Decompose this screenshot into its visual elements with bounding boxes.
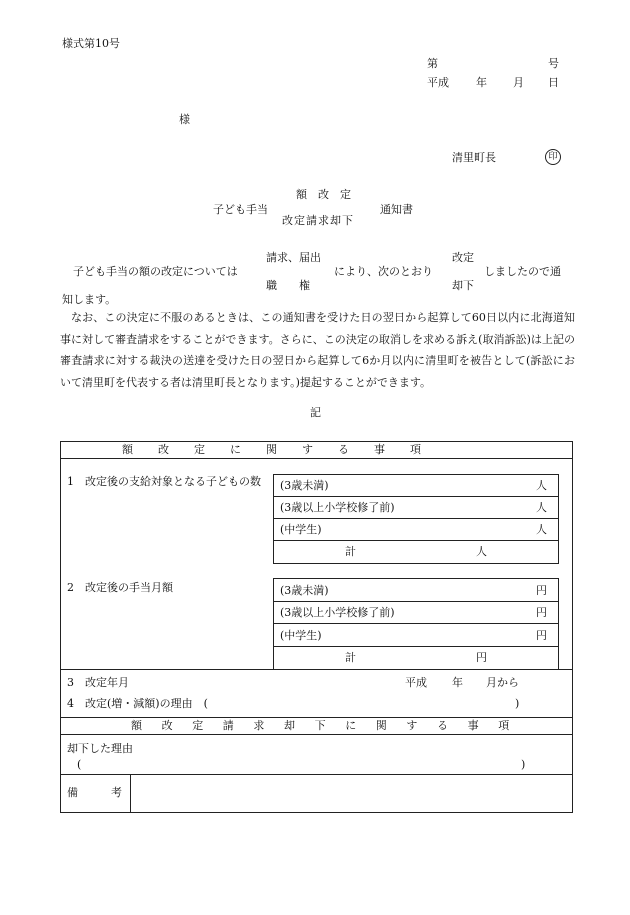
title-option-2: 改定請求却下: [282, 214, 354, 227]
title-prefix: 子ども手当: [213, 203, 268, 216]
remarks-label: 備 考: [67, 786, 122, 799]
section-header-rejection: 額 改 定 請 求 却 下 に 関 す る 事 項: [131, 719, 514, 732]
item2-row-unit: 円: [536, 629, 547, 642]
item1-label: 1 改定後の支給対象となる子どもの数: [67, 475, 261, 488]
intro-choice-a-bottom: 職 権: [266, 279, 310, 292]
intro-choice-b-top: 改定: [452, 251, 474, 264]
item3-month: 月から: [486, 676, 519, 689]
reject-open-paren: (: [77, 758, 82, 771]
doc-number-prefix: 第: [427, 57, 438, 70]
item4-close-paren: ): [515, 697, 520, 710]
intro-part2: により、次のとおり: [334, 265, 433, 278]
item1-row-label: (3歳以上小学校修了前): [280, 501, 395, 514]
intro-part3: しましたので通: [484, 265, 561, 278]
issuer-name: 清里町長: [452, 151, 496, 164]
intro-part4: 知します。: [62, 293, 117, 306]
item2-total-label: 計: [345, 651, 356, 664]
item1-row-label: (中学生): [280, 523, 322, 536]
seal-mark: 印: [545, 149, 561, 165]
item2-row-unit: 円: [536, 584, 547, 597]
item2-row-unit: 円: [536, 606, 547, 619]
item3-era: 平成: [405, 676, 427, 689]
intro-part1: 子ども手当の額の改定については: [73, 265, 238, 278]
ki-heading: 記: [310, 406, 321, 419]
form-number: 様式第10号: [62, 37, 120, 50]
intro-choice-b-bottom: 却下: [452, 279, 474, 292]
date-era: 平成: [427, 76, 449, 89]
intro-choice-a-top: 請求、届出: [266, 251, 321, 264]
reject-reason-label: 却下した理由: [67, 742, 133, 755]
item4-label: 4 改定(増・減額)の理由 (: [67, 697, 208, 710]
item2-total-unit: 円: [476, 651, 487, 664]
item1-total-unit: 人: [476, 545, 487, 558]
item1-row-unit: 人: [536, 523, 547, 536]
item3-year: 年: [452, 676, 463, 689]
date-day: 日: [548, 76, 559, 89]
appeal-notice: なお、この決定に不服のあるときは、この通知書を受けた日の翌日から起算して60日以内に北海道知事に対して審査請求をすることができます。さらに、この決定の取消しを求める訴え(取消訴訟)は上記の審査請求に対する裁決の送達を受けた日の翌日から起算して6か月以内に清里町を被告として(訴訟において清里町を代表する者は清里町長となります。)提起することができます。: [60, 311, 575, 389]
item2-row-label: (中学生): [280, 629, 322, 642]
doc-number-suffix: 号: [548, 57, 559, 70]
title-option-1: 額 改 定: [296, 188, 351, 201]
date-month: 月: [513, 76, 524, 89]
title-suffix: 通知書: [380, 203, 413, 216]
item2-row-label: (3歳以上小学校修了前): [280, 606, 395, 619]
recipient-honorific: 様: [179, 113, 190, 126]
date-year: 年: [476, 76, 487, 89]
reject-close-paren: ): [521, 758, 526, 771]
item1-total-label: 計: [345, 545, 356, 558]
item2-label: 2 改定後の手当月額: [67, 581, 173, 594]
item1-row-unit: 人: [536, 479, 547, 492]
item3-label: 3 改定年月: [67, 676, 129, 689]
section-header-revision: 額 改 定 に 関 す る 事 項: [122, 443, 428, 456]
item1-row-label: (3歳未満): [280, 479, 329, 492]
item2-row-label: (3歳未満): [280, 584, 329, 597]
item1-row-unit: 人: [536, 501, 547, 514]
